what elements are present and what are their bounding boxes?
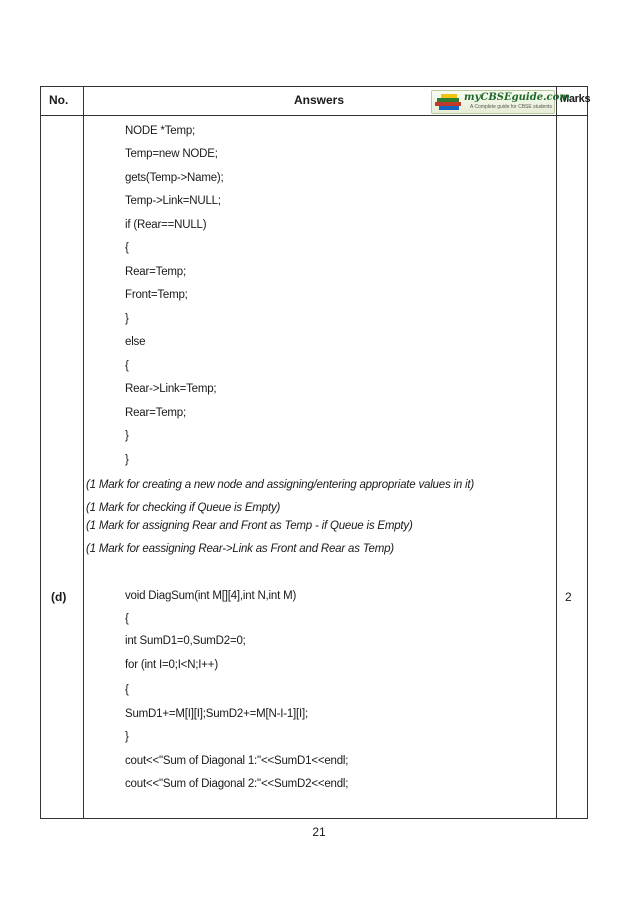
answer-table	[40, 86, 591, 819]
code-line: Rear->Link=Temp;	[125, 383, 217, 395]
code-line: SumD1+=M[I][I];SumD2+=M[N-I-1][I];	[125, 708, 309, 720]
code-line: cout<<"Sum of Diagonal 1:"<<SumD1<<endl;	[125, 755, 349, 767]
code-line: Temp->Link=NULL;	[125, 195, 221, 207]
header-divider	[41, 115, 587, 116]
question-marks: 2	[565, 590, 572, 604]
logo-title: myCBSEguide.com	[464, 92, 570, 103]
code-line: Rear=Temp;	[125, 266, 186, 278]
code-line: gets(Temp->Name);	[125, 172, 224, 184]
marking-note: (1 Mark for creating a new node and assigning/entering appropriate values in it)	[86, 479, 475, 491]
code-line: Temp=new NODE;	[125, 148, 218, 160]
code-line: }	[125, 731, 129, 743]
header-marks: Marks	[560, 93, 591, 105]
marking-note: (1 Mark for checking if Queue is Empty)	[86, 502, 281, 514]
code-line: {	[125, 684, 129, 696]
code-line: }	[125, 313, 129, 325]
header-no: No.	[49, 93, 69, 107]
code-line: Front=Temp;	[125, 289, 188, 301]
mycbseguide-logo	[431, 90, 570, 114]
code-line: }	[125, 430, 129, 442]
code-line: Rear=Temp;	[125, 407, 186, 419]
code-line: int SumD1=0,SumD2=0;	[125, 635, 246, 647]
code-line: cout<<"Sum of Diagonal 2:"<<SumD2<<endl;	[125, 778, 349, 790]
code-line: NODE *Temp;	[125, 125, 196, 137]
code-line: {	[125, 613, 129, 625]
code-line: void DiagSum(int M[][4],int N,int M)	[125, 590, 297, 602]
column-divider	[556, 87, 557, 818]
code-line: {	[125, 360, 129, 372]
page-number: 21	[312, 825, 326, 839]
marking-note: (1 Mark for eassigning Rear->Link as Front and Rear as Temp)	[86, 543, 394, 555]
column-divider	[83, 87, 84, 818]
books-icon	[434, 93, 462, 111]
code-line: for (int I=0;I<N;I++)	[125, 659, 218, 671]
code-line: }	[125, 454, 129, 466]
header-answers: Answers	[294, 93, 345, 107]
marking-note: (1 Mark for assigning Rear and Front as Temp - if Queue is Empty)	[86, 520, 413, 532]
code-line: if (Rear==NULL)	[125, 219, 207, 231]
question-number: (d)	[51, 590, 67, 604]
logo-tagline: A Complete guide for CBSE students	[470, 104, 552, 110]
code-line: {	[125, 242, 129, 254]
code-line: else	[125, 336, 146, 348]
